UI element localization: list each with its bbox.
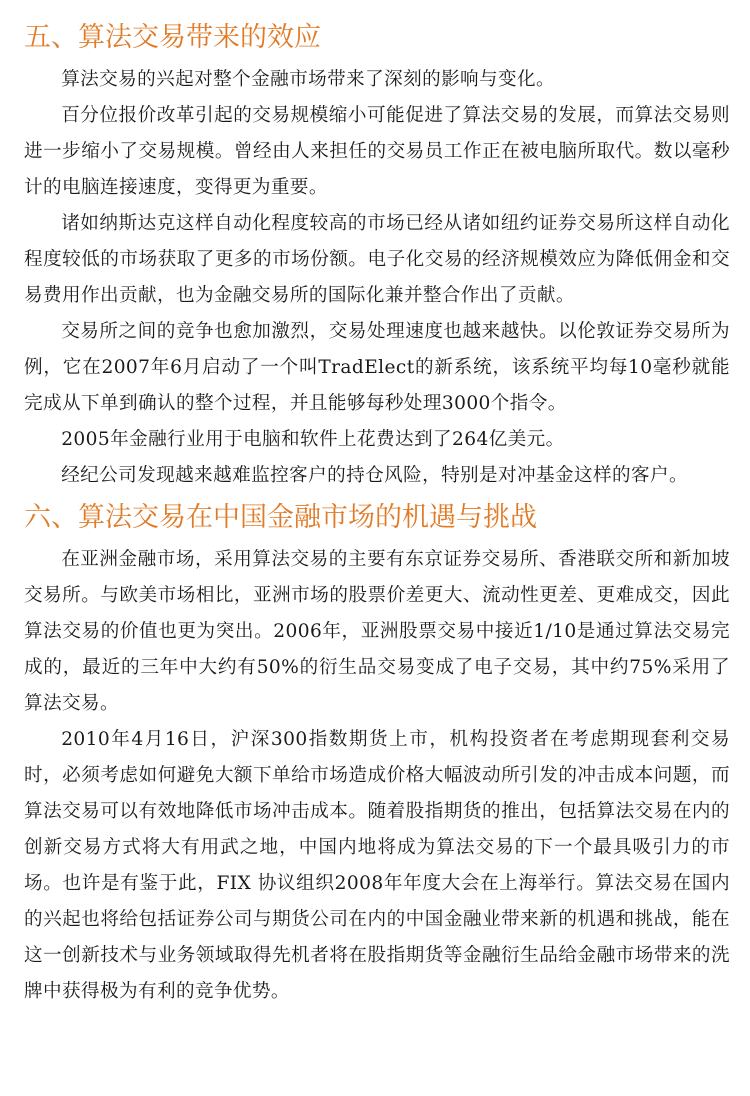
- section-5-paragraph: 百分位报价改革引起的交易规模缩小可能促进了算法交易的发展，而算法交易则进一步缩小了交易规模。曾经由人来担任的交易员工作正在被电脑所取代。数以毫秒计的电脑连接速度，变得更为重要。: [24, 105, 730, 198]
- section-6-paragraph: 在亚洲金融市场，采用算法交易的主要有东京证券交易所、香港联交所和新加坡交易所。与欧美市场相比，亚洲市场的股票价差更大、流动性更差、更难成交，因此算法交易的价值也更为突出。2006年，亚洲股票交易中接近1/10是通过算法交易完成的，最近的三年中大约有50%的衍生品交易变成了电子交易，其中约75%采用了算法交易。: [24, 549, 730, 714]
- section-6-paragraph: 2010年4月16日，沪深300指数期货上市，机构投资者在考虑期现套利交易时，必须考虑如何避免大额下单给市场造成价格大幅波动所引发的冲击成本问题，而算法交易可以有效地降低市场冲击成本。随着股指期货的推出，包括算法交易在内的创新交易方式将大有用武之地，中国内地将成为算法交易的下一个最具吸引力的市场。也许是有鉴于此，FIX 协议组织2008年年度大会在上海举行。算法交易在国内的兴起也将给包括证券公司与期货公司在内的中国金融业带来新的机遇和挑战，能在这一创新技术与业务领域取得先机者将在股指期货等金融衍生品给金融市场带来的洗牌中获得极为有利的竞争优势。: [24, 729, 730, 1002]
- section-5-paragraph: 经纪公司发现越来越难监控客户的持仓风险，特别是对冲基金这样的客户。: [61, 465, 688, 486]
- document-page: [24, 18, 730, 1010]
- section-5-paragraph: 诸如纳斯达克这样自动化程度较高的市场已经从诸如纽约证券交易所这样自动化程度较低的市场获取了更多的市场份额。电子化交易的经济规模效应为降低佣金和交易费用作出贡献，也为金融交易所的国际化兼并整合作出了贡献。: [24, 213, 730, 306]
- section-5-paragraph: 2005年金融行业用于电脑和软件上花费达到了264亿美元。: [61, 429, 565, 450]
- section-6-heading: 六、算法交易在中国金融市场的机遇与挑战: [24, 502, 537, 533]
- section-5-paragraph: 交易所之间的竞争也愈加激烈，交易处理速度也越来越快。以伦敦证券交易所为例，它在2007年6月启动了一个叫TradElect的新系统，该系统平均每10毫秒就能完成从下单到确认的整个过程，并且能够每秒处理3000个指令。: [24, 321, 730, 414]
- section-5-heading: 五、算法交易带来的效应: [24, 22, 321, 53]
- section-5-paragraph: 算法交易的兴起对整个金融市场带来了深刻的影响与变化。: [61, 69, 556, 90]
